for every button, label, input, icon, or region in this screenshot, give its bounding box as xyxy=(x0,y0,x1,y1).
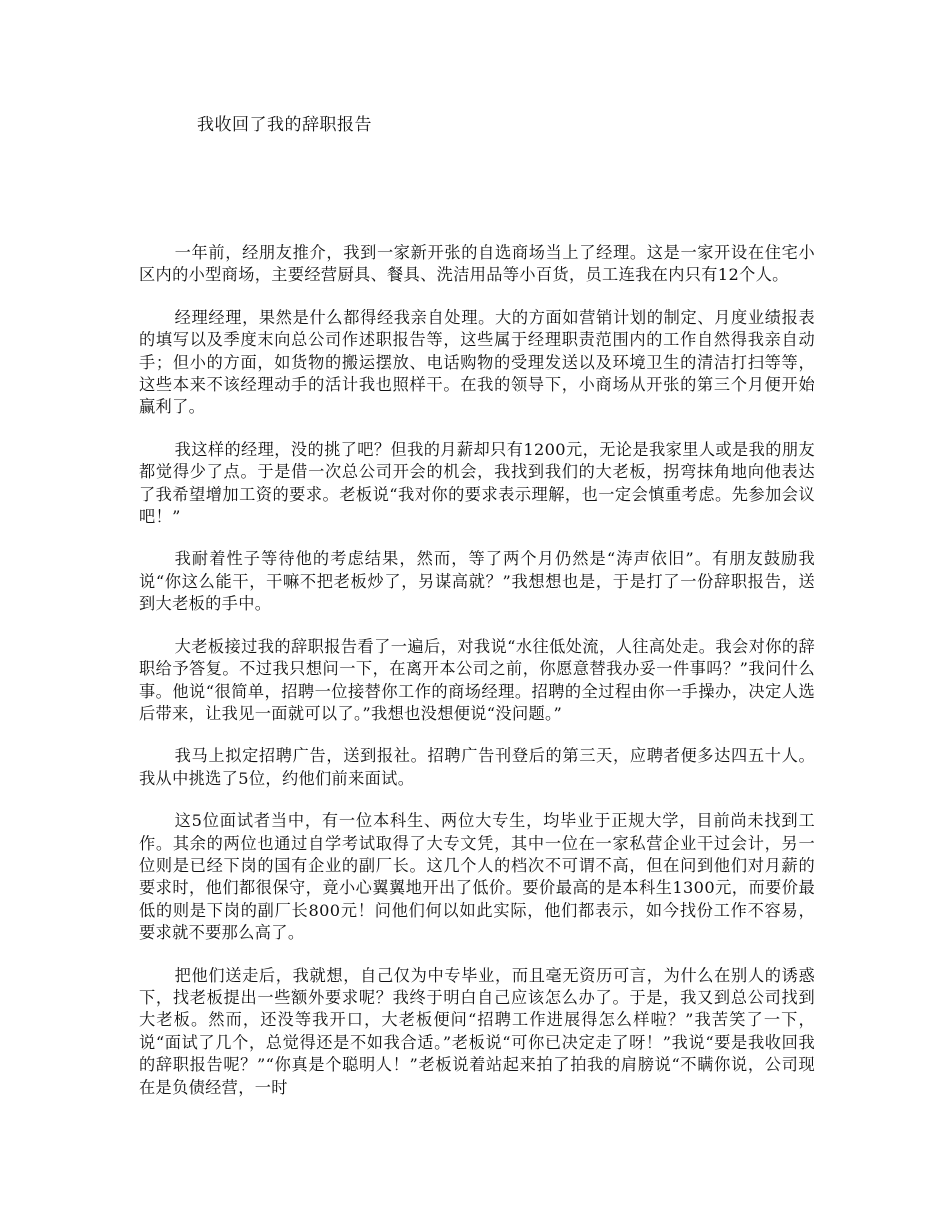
document-body xyxy=(139,242,815,1119)
paragraph: 这5位面试者当中，有一位本科生、两位大专生，均毕业于正规大学，目前尚未找到工作。其余的两位也通过自学考试取得了大专文凭，其中一位在一家私营企业干过会计，另一位则是已经下岗的国有企业的副厂长。这几个人的档次不可谓不高，但在问到他们对月薪的要求时，他们都很保守，竟小心翼翼地开出了低价。要价最高的是本科生1300元，而要价最低的则是下岗的副厂长800元！问他们何以如此实际，他们都表示，如今找份工作不容易，要求就不要那么高了。 xyxy=(139,811,815,943)
document-title: 我收回了我的辞职报告 xyxy=(197,115,372,135)
paragraph: 经理经理，果然是什么都得经我亲自处理。大的方面如营销计划的制定、月度业绩报表的填写以及季度末向总公司作述职报告等，这些属于经理职责范围内的工作自然得我亲自动手；但小的方面，如货物的搬运摆放、电话购物的受理发送以及环境卫生的清洁打扫等等，这些本来不该经理动手的活计我也照样干。在我的领导下，小商场从开张的第三个月便开始赢利了。 xyxy=(139,307,815,417)
paragraph: 一年前，经朋友推介，我到一家新开张的自选商场当上了经理。这是一家开设在住宅小区内的小型商场，主要经营厨具、餐具、洗洁用品等小百货，员工连我在内只有12个人。 xyxy=(139,243,815,285)
paragraph: 我马上拟定招聘广告，送到报社。招聘广告刊登后的第三天，应聘者便多达四五十人。我从中挑选了5位，约他们前来面试。 xyxy=(139,746,815,788)
paragraph: 我这样的经理，没的挑了吧？但我的月薪却只有1200元，无论是我家里人或是我的朋友都觉得少了点。于是借一次总公司开会的机会，我找到我们的大老板，拐弯抹角地向他表达了我希望增加工资的要求。老板说“我对你的要求表示理解，也一定会慎重考虑。先参加会议吧！” xyxy=(139,439,815,527)
paragraph: 把他们送走后，我就想，自己仅为中专毕业，而且毫无资历可言，为什么在别人的诱惑下，找老板提出一些额外要求呢？我终于明白自己应该怎么办了。于是，我又到总公司找到大老板。然而，还没等我开口，大老板便问“招聘工作进展得怎么样啦？”我苦笑了一下，说“面试了几个，总觉得还是不如我合适。”老板说“可你已决定走了呀！”我说“要是我收回我的辞职报告呢？”“你真是个聪明人！”老板说着站起来拍了拍我的肩膀说“不瞒你说，公司现在是负债经营，一时 xyxy=(139,965,815,1097)
paragraph: 大老板接过我的辞职报告看了一遍后，对我说“水往低处流，人往高处走。我会对你的辞职给予答复。不过我只想问一下，在离开本公司之前，你愿意替我办妥一件事吗？”我问什么事。他说“很简单，招聘一位接替你工作的商场经理。招聘的全过程由你一手操办，决定人选后带来，让我见一面就可以了。”我想也没想便说“没问题。” xyxy=(139,636,815,723)
paragraph: 我耐着性子等待他的考虑结果，然而，等了两个月仍然是“涛声依旧”。有朋友鼓励我说“你这么能干，干嘛不把老板炒了，另谋高就？”我想想也是，于是打了一份辞职报告，送到大老板的手中。 xyxy=(139,549,815,614)
